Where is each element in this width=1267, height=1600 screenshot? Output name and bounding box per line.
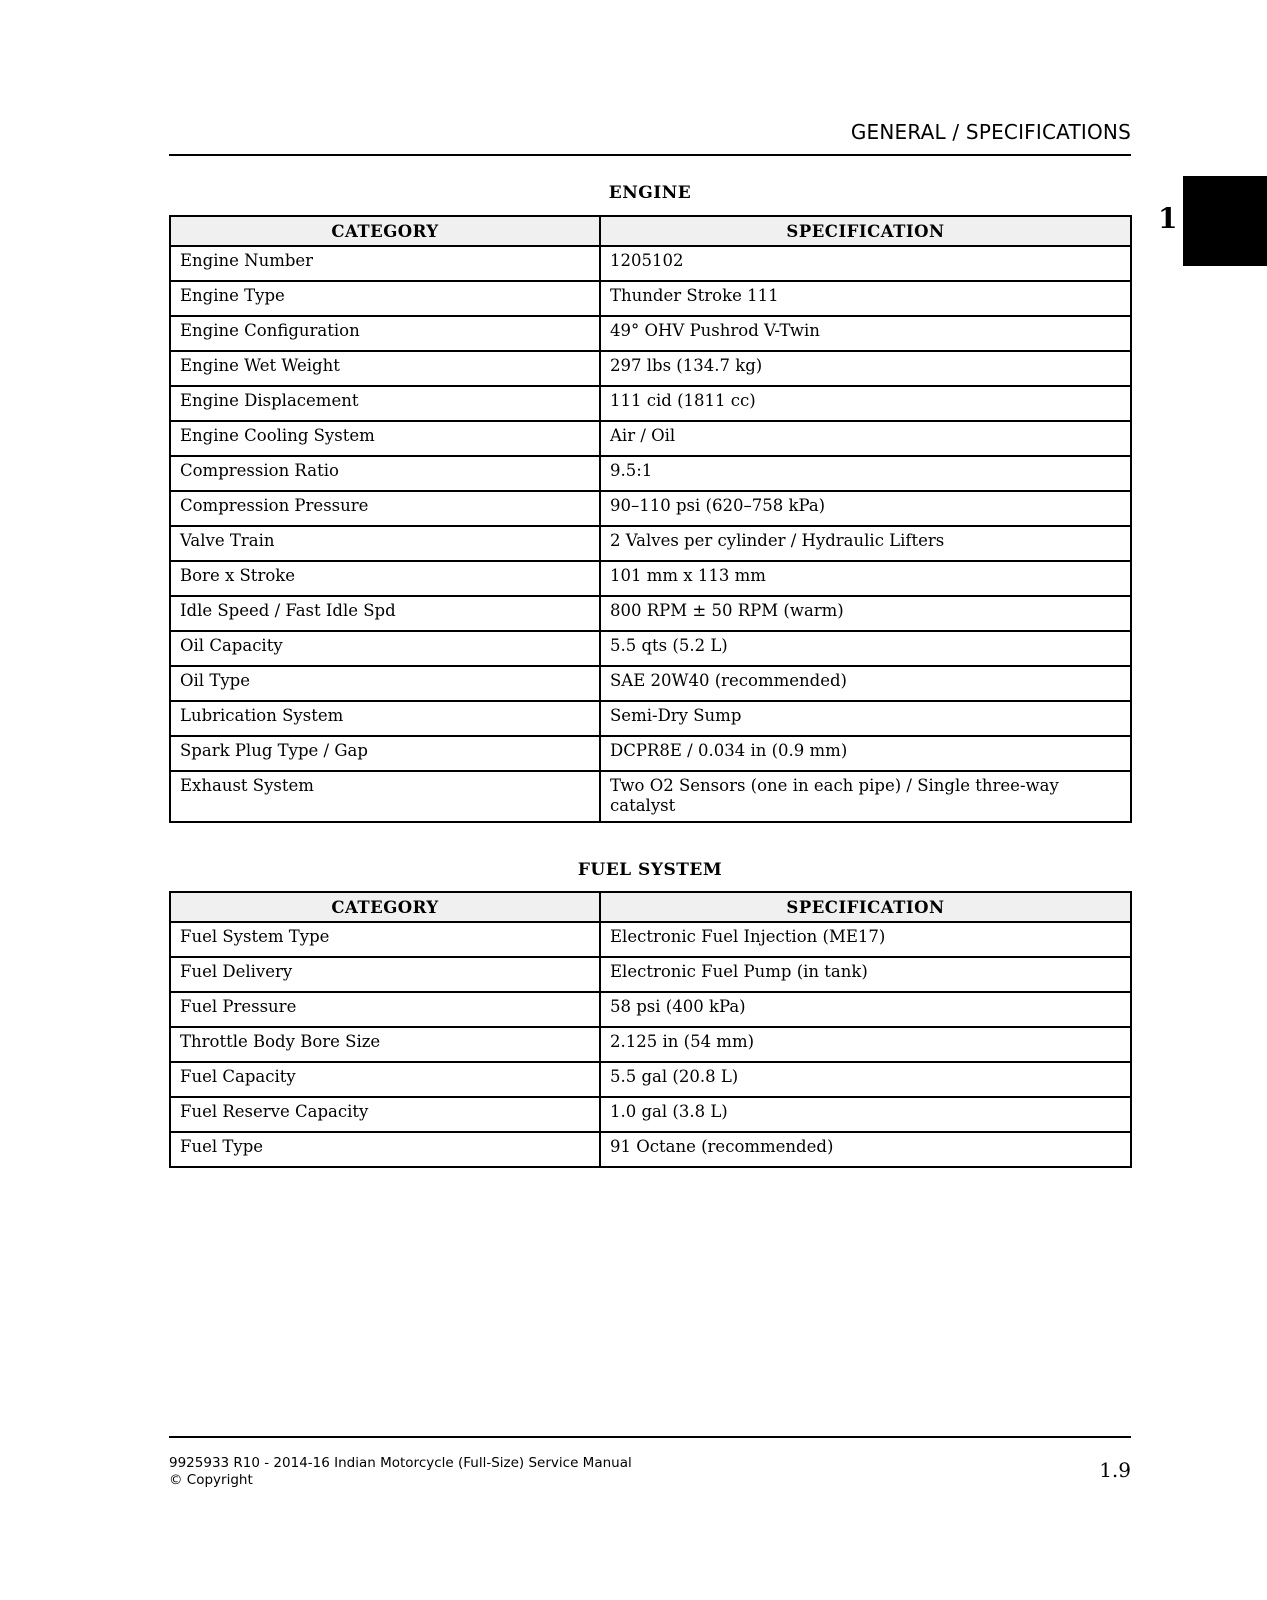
footer-copyright: © Copyright <box>169 1472 253 1488</box>
table-row <box>170 421 1131 456</box>
column-header-category: CATEGORY <box>170 216 600 246</box>
specification-cell: Semi-Dry Sump <box>600 701 1131 736</box>
header-rule <box>169 154 1131 156</box>
category-cell: Valve Train <box>170 526 600 561</box>
table-row <box>170 666 1131 701</box>
specification-cell: SAE 20W40 (recommended) <box>600 666 1131 701</box>
table-row <box>170 1062 1131 1097</box>
table-row <box>170 922 1131 957</box>
category-cell: Oil Capacity <box>170 631 600 666</box>
specification-cell: 2 Valves per cylinder / Hydraulic Lifters <box>600 526 1131 561</box>
page-number: 1.9 <box>1099 1458 1131 1482</box>
table-row <box>170 351 1131 386</box>
category-cell: Fuel Reserve Capacity <box>170 1097 600 1132</box>
specification-cell: 49° OHV Pushrod V-Twin <box>600 316 1131 351</box>
table-row <box>170 736 1131 771</box>
fuel-spec-table <box>169 891 1132 1168</box>
category-cell: Engine Number <box>170 246 600 281</box>
specification-cell: 91 Octane (recommended) <box>600 1132 1131 1167</box>
table-row <box>170 1097 1131 1132</box>
specification-cell: Thunder Stroke 111 <box>600 281 1131 316</box>
category-cell: Spark Plug Type / Gap <box>170 736 600 771</box>
category-cell: Engine Configuration <box>170 316 600 351</box>
category-cell: Engine Cooling System <box>170 421 600 456</box>
table-row <box>170 701 1131 736</box>
engine-spec-table <box>169 215 1132 823</box>
category-cell: Lubrication System <box>170 701 600 736</box>
table-row <box>170 596 1131 631</box>
table-row <box>170 1027 1131 1062</box>
engine-table-body <box>170 246 1131 822</box>
table-row <box>170 386 1131 421</box>
specification-cell: 58 psi (400 kPa) <box>600 992 1131 1027</box>
category-cell: Fuel Capacity <box>170 1062 600 1097</box>
fuel-section-title: FUEL SYSTEM <box>577 860 723 880</box>
table-row <box>170 1132 1131 1167</box>
category-cell: Compression Pressure <box>170 491 600 526</box>
specification-cell: 2.125 in (54 mm) <box>600 1027 1131 1062</box>
category-cell: Engine Wet Weight <box>170 351 600 386</box>
footer-rule <box>169 1436 1131 1438</box>
specification-cell: 9.5:1 <box>600 456 1131 491</box>
fuel-table-body <box>170 922 1131 1167</box>
category-cell: Engine Type <box>170 281 600 316</box>
table-row <box>170 281 1131 316</box>
category-cell: Compression Ratio <box>170 456 600 491</box>
category-cell: Oil Type <box>170 666 600 701</box>
specification-cell: Air / Oil <box>600 421 1131 456</box>
specification-cell: 5.5 gal (20.8 L) <box>600 1062 1131 1097</box>
specification-cell: Electronic Fuel Injection (ME17) <box>600 922 1131 957</box>
engine-section-title: ENGINE <box>608 183 692 203</box>
category-cell: Fuel Pressure <box>170 992 600 1027</box>
table-row <box>170 246 1131 281</box>
footer-manual-title: 9925933 R10 - 2014-16 Indian Motorcycle (Full-Size) Service Manual <box>169 1455 632 1471</box>
specification-cell: Electronic Fuel Pump (in tank) <box>600 957 1131 992</box>
specification-cell: 90–110 psi (620–758 kPa) <box>600 491 1131 526</box>
specification-cell: 1205102 <box>600 246 1131 281</box>
specification-cell: 5.5 qts (5.2 L) <box>600 631 1131 666</box>
table-header-row <box>170 892 1131 922</box>
category-cell: Throttle Body Bore Size <box>170 1027 600 1062</box>
table-row <box>170 491 1131 526</box>
specification-cell: DCPR8E / 0.034 in (0.9 mm) <box>600 736 1131 771</box>
column-header-specification: SPECIFICATION <box>600 892 1131 922</box>
page-header-title: GENERAL / SPECIFICATIONS <box>850 120 1131 144</box>
table-row <box>170 957 1131 992</box>
specification-cell: 111 cid (1811 cc) <box>600 386 1131 421</box>
category-cell: Bore x Stroke <box>170 561 600 596</box>
specification-cell: 800 RPM ± 50 RPM (warm) <box>600 596 1131 631</box>
specification-cell: Two O2 Sensors (one in each pipe) / Single three-way catalyst <box>600 771 1131 822</box>
footer-manual-info <box>169 1455 632 1489</box>
category-cell: Engine Displacement <box>170 386 600 421</box>
column-header-specification: SPECIFICATION <box>600 216 1131 246</box>
column-header-category: CATEGORY <box>170 892 600 922</box>
table-row <box>170 771 1131 822</box>
category-cell: Fuel System Type <box>170 922 600 957</box>
category-cell: Fuel Type <box>170 1132 600 1167</box>
table-row <box>170 561 1131 596</box>
chapter-tab <box>1183 176 1267 266</box>
table-row <box>170 526 1131 561</box>
table-row <box>170 456 1131 491</box>
specification-cell: 297 lbs (134.7 kg) <box>600 351 1131 386</box>
category-cell: Exhaust System <box>170 771 600 822</box>
chapter-number: 1 <box>1158 202 1178 235</box>
table-row <box>170 631 1131 666</box>
category-cell: Idle Speed / Fast Idle Spd <box>170 596 600 631</box>
table-row <box>170 992 1131 1027</box>
specification-cell: 1.0 gal (3.8 L) <box>600 1097 1131 1132</box>
specification-cell: 101 mm x 113 mm <box>600 561 1131 596</box>
table-row <box>170 316 1131 351</box>
category-cell: Fuel Delivery <box>170 957 600 992</box>
table-header-row <box>170 216 1131 246</box>
